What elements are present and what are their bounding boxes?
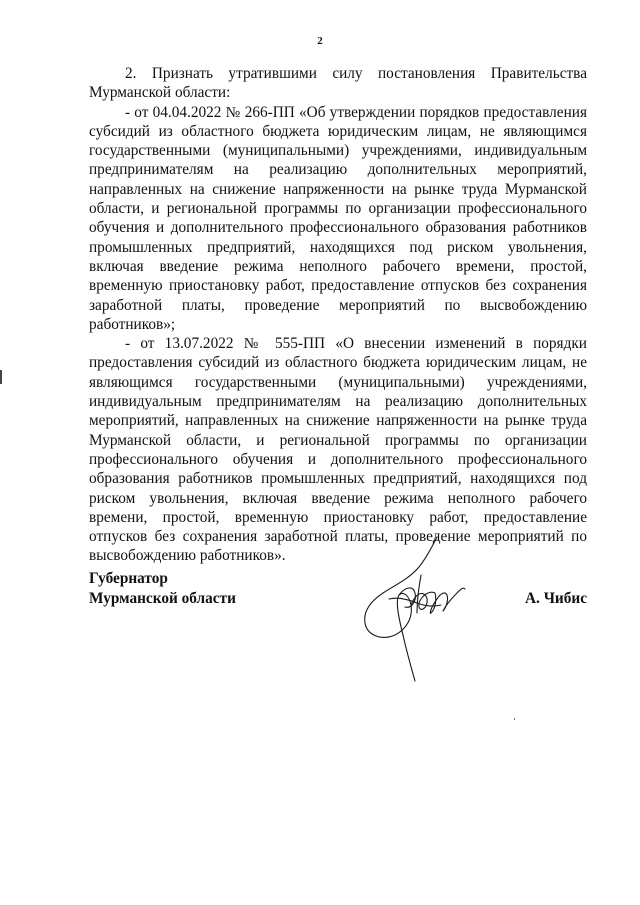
signer-position: Губернатор xyxy=(89,570,168,587)
signer-name: А. Чибис xyxy=(525,590,587,607)
handwritten-signature xyxy=(359,535,474,685)
page-number: 2 xyxy=(317,35,323,47)
clause-2-intro: 2. Признать утратившими силу постановления Правительства Мурманской области: xyxy=(89,65,587,102)
signer-title xyxy=(89,569,236,609)
scan-margin-mark xyxy=(0,370,2,384)
signer-region: Мурманской области xyxy=(89,590,236,607)
repealed-resolution-555: - от 13.07.2022 № 555-ПП «О внесении изменений в порядки предоставления субсидий из областного бюджета юридическим лицам, не являющимся государственными (муниципальными) учреждениями, индивидуальным предпринимателям на реализацию дополнительных мероприятий, направленных на снижение напряженности на рынке труда Мурманской области, и региональной программы по организации профессионального обучения и дополнительного профессионального образования работников промышленных предприятий, находящихся под риском увольнения, включая введение режима неполного рабочего времени, простой, временную приостановку работ, предоставление отпусков без сохранения заработной платы, проведение мероприятий по высвобождению работников». xyxy=(89,335,587,565)
document-body xyxy=(89,64,587,566)
signature-block xyxy=(89,569,587,689)
scan-artifact xyxy=(514,718,515,720)
repealed-resolution-266: - от 04.04.2022 № 266-ПП «Об утверждении порядков предоставления субсидий из областного бюджета юридическим лицам, не являющимся государственными (муниципальными) учреждениями, индивидуальным предпринимателям на реализацию дополнительных мероприятий, направленных на снижение напряженности на рынке труда Мурманской области, и региональной программы по организации профессионального обучения и дополнительного профессионального образования работников промышленных предприятий, находящихся под риском увольнения, включая введение режима неполного рабочего времени, простой, временную приостановку работ, предоставление отпусков без сохранения заработной платы, проведение мероприятий по высвобождению работников»; xyxy=(89,103,587,333)
